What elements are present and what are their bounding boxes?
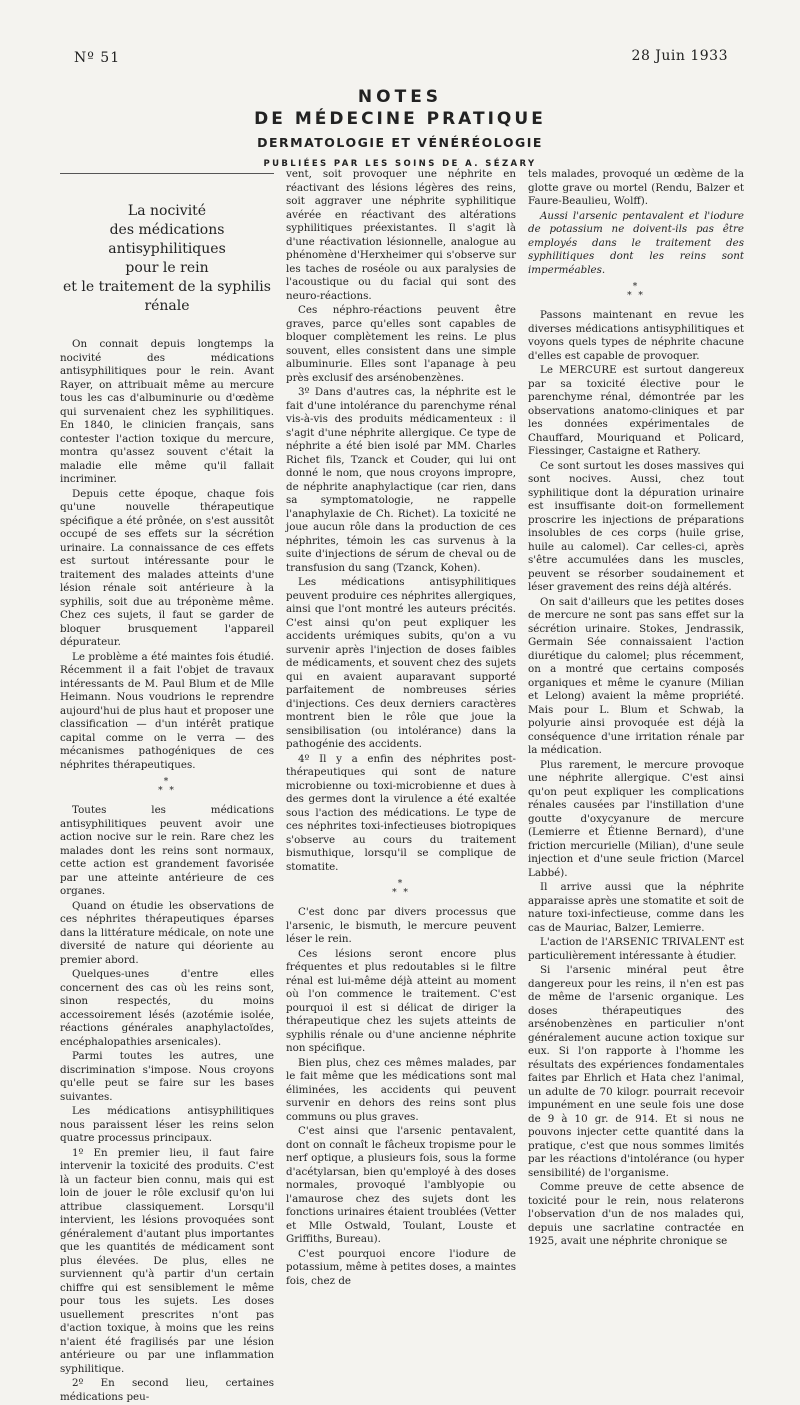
masthead-line-4: PUBLIÉES PAR LES SOINS DE A. SÉZARY <box>263 159 537 169</box>
paragraph: Les médications antisyphilitiques peuvent produire ces néphrites allergiques, ainsi que l'ont montré les auteurs précités. C'est ainsi qu'on peut expliquer les accidents urémiques subits, qu'on a vu survenir après l'injection de doses faibles de médicaments, et souvent chez des sujets qui en avaient auparavant supporté parfaitement de nombreuses séries d'injections. Ces deux derniers caractères montrent bien le rôle que joue la sensibilisation (ou intolérance) dans la pathogénie des accidents. <box>286 576 516 750</box>
paragraph: 2º En second lieu, certaines médications peu- <box>60 1377 274 1403</box>
paragraph: C'est donc par divers processus que l'arsenic, le bismuth, le mercure peuvent léser le rein. <box>286 906 516 945</box>
paragraph: tels malades, provoqué un œdème de la glotte grave ou mortel (Rendu, Balzer et Faure-Beaulieu, Wolff). <box>528 168 744 207</box>
paragraph: On connait depuis longtemps la nocivité des médications antisyphilitiques pour le rein. Avant Rayer, on attribuait même au mercure tous les cas d'albuminurie ou d'œdème qui survenaient chez les syphilitiques. En 1840, le clinicien français, sans contester l'action toxique du mercure, montra qu'assez souvent c'était la maladie elle même qu'il fallait incriminer. <box>60 338 274 485</box>
header-rule <box>60 173 274 174</box>
issue-date: 28 Juin 1933 <box>631 48 728 64</box>
paragraph: L'action de l'ARSENIC TRIVALENT est particulièrement intéressante à étudier. <box>528 936 744 962</box>
paragraph: Ces lésions seront encore plus fréquentes et plus redoutables si le filtre rénal est lui-même déjà atteint au moment où l'on commence le traitement. C'est pourquoi il est si délicat de diriger la thérapeutique chez les sujets atteints de syphilis rénale ou d'une ancienne néphrite non spécifique. <box>286 947 516 1054</box>
paragraph: Les médications antisyphilitiques nous paraissent léser les reins selon quatre processus principaux. <box>60 1105 274 1144</box>
paragraph: Toutes les médications antisyphilitiques peuvent avoir une action nocive sur le rein. Rare chez les malades dont les reins sont normaux, cette action est grandement favorisée par une atteinte antérieure de ces organes. <box>60 804 274 897</box>
paragraph: Bien plus, chez ces mêmes malades, par le fait même que les médications sont mal éliminées, les accidents qui peuvent survenir en dehors des reins sont plus communs ou plus graves. <box>286 1056 516 1123</box>
section-separator: * * * <box>158 777 176 796</box>
paragraph: 3º Dans d'autres cas, la néphrite est le fait d'une intolérance du parenchyme rénal vis-à-vis des produits médicamenteux : il s'agit d'une néphrite allergique. Ce type de néphrite a été bien isolé par MM. Charles Richet fils, Tzanck et Couder, qui lui ont donné le nom, que nous croyons impropre, de néphrite anaphylactique (car rien, dans sa symptomatologie, ne rappelle l'anaphylaxie de Ch. Richet). La toxicité ne joue aucun rôle dans la production de ces néphrites, témoin les cas survenus à la suite d'injections de sérum de cheval ou de transfusion du sang (Tzanck, Kohen). <box>286 386 516 574</box>
paragraph: Ces néphro-réactions peuvent être graves, parce qu'elles sont capables de bloquer complètement les reins. Le plus souvent, elles consistent dans une simple albuminurie. Elles sont l'apanage à peu près exclusif des arsénobenzènes. <box>286 304 516 384</box>
masthead <box>200 86 600 169</box>
article-title <box>60 202 274 316</box>
paragraph: C'est ainsi que l'arsenic pentavalent, dont on connaît le fâcheux tropisme pour le nerf optique, a plusieurs fois, sous la forme d'acétylarsan, bien qu'employé à des doses normales, provoqué l'amblyopie ou l'amaurose chez des sujets dont les fonctions urinaires étaient troublées (Vetter et Mlle Ostwald, Toulant, Louste et Griffiths, Bureau). <box>286 1125 516 1245</box>
paragraph: 1º En premier lieu, il faut faire intervenir la toxicité des produits. C'est là un facteur bien connu, mais qui est loin de jouer le rôle exclusif qu'on lui attribue classiquement. Lorsqu'il intervient, les lésions provoquées sont généralement d'autant plus importantes que les quantités de médicament sont plus élevées. De plus, elles ne surviennent qu'à partir d'un certain chiffre qui est sensiblement le même pour tous les sujets. Les doses usuellement prescrites n'ont pas d'action toxique, à moins que les reins n'aient été fragilisés par une lésion antérieure ou par une inflammation syphilitique. <box>60 1146 274 1375</box>
masthead-line-2: DE MÉDECINE PRATIQUE <box>254 109 546 129</box>
paragraph: Parmi toutes les autres, une discrimination s'impose. Nous croyons qu'elle peut se faire sur les bases suivantes. <box>60 1050 274 1103</box>
paragraph: Si l'arsenic minéral peut être dangereux pour les reins, il n'en est pas de même de l'arsenic organique. Les doses thérapeutiques des arsénobenzènes en particulier n'ont généralement aucune action toxique sur eux. Si l'on rapporte à l'homme les résultats des expériences fondamentales faites par Ehrlich et Hata chez l'animal, un adulte de 70 kilogr. pourrait recevoir impunément en une seule fois une dose de 9 à 10 gr. de 914. Et si nous ne pouvons injecter cette quantité dans la pratique, c'est que nous sommes limités par les réactions d'intolérance (ou hyper sensibilité) de l'organisme. <box>528 964 744 1179</box>
paragraph: Il arrive aussi que la néphrite apparaisse après une stomatite et soit de nature toxi-infectieuse, comme dans les cas de Mauriac, Balzer, Lemierre. <box>528 881 744 934</box>
paragraph: On sait d'ailleurs que les petites doses de mercure ne sont pas sans effet sur la sécrétion urinaire. Stokes, Jendrassik, Germain Sée connaissaient l'action diurétique du calomel; plus récemment, on a montré que certains composés organiques et même le cyanure (Milian et Lelong) avaient la même propriété. Mais pour L. Blum et Schwab, la polyurie ainsi provoquée est déjà la conséquence d'une irritation rénale par la médication. <box>528 595 744 756</box>
column-3 <box>528 168 744 1250</box>
column-2 <box>286 168 516 1289</box>
issue-number: Nº 51 <box>74 50 121 66</box>
italic-conclusion: Aussi l'arsenic pentavalent et l'iodure de potassium ne doivent-ils pas être employés dans le traitement des syphilitiques dont les reins sont imperméables. <box>528 209 744 276</box>
paragraph: Comme preuve de cette absence de toxicité pour le rein, nous relaterons l'observation d'un de nos malades qui, depuis une sacrlatine contractée en 1925, avait une néphrite chronique se <box>528 1181 744 1247</box>
paragraph: Le problème a été maintes fois étudié. Récemment il a fait l'objet de travaux intéressants de M. Paul Blum et de Mlle Heimann. Nous voudrions le reprendre aujourd'hui de plus haut et proposer une classification — d'un intérêt pratique capital comme on le verra — des mécanismes pathogéniques de ces néphrites thérapeutiques. <box>60 650 274 771</box>
paragraph: Depuis cette époque, chaque fois qu'une nouvelle thérapeutique spécifique a été prônée, on s'est aussitôt occupé de ses effets sur la sécrétion urinaire. La connaissance de ces effets est surtout intéressante pour le traitement des malades atteints d'une lésion rénale soit antérieure à la syphilis, soit due au tréponème même. Chez ces sujets, il faut se garder de bloquer brusquement l'appareil dépurateur. <box>60 487 274 648</box>
article-title-line: pour le rein <box>125 260 209 276</box>
paragraph: Quand on étudie les observations de ces néphrites thérapeutiques éparses dans la littérature médicale, on note une diversité de nature qui déoriente au premier abord. <box>60 899 274 966</box>
paragraph: vent, soit provoquer une néphrite en réactivant des lésions légères des reins, soit aggraver une néphrite syphilitique avérée en réactivant des altérations syphilitiques préexistantes. Il s'agit là d'une réactivation lésionnelle, analogue au phénomène d'Herxheimer qui s'observe sur les taches de roséole ou aux paralysies de l'acoustique ou du facial qui sont des neuro-réactions. <box>286 168 516 302</box>
paragraph: 4º Il y a enfin des néphrites post-thérapeutiques qui sont de nature microbienne ou toxi-microbienne et dues à des germes dont la virulence a été exaltée sous l'action des médications. Le type de ces néphrites toxi-infectieuses biotropiques s'observe au cours du traitement bismuthique, lorsqu'il se complique de stomatite. <box>286 752 516 873</box>
paragraph: Passons maintenant en revue les diverses médications antisyphilitiques et voyons quels types de néphrite chacune d'elles est capable de provoquer. <box>528 309 744 362</box>
article-title-line: des médications antisyphilitiques <box>108 222 226 257</box>
column-1 <box>60 176 274 1405</box>
masthead-line-3: DERMATOLOGIE ET VÉNÉRÉOLOGIE <box>257 135 543 150</box>
paragraph: C'est pourquoi encore l'iodure de potassium, même à petites doses, a maintes fois, chez de <box>286 1247 516 1287</box>
article-title-line: La nocivité <box>127 203 207 219</box>
paragraph: Le MERCURE est surtout dangereux par sa toxicité élective pour le parenchyme rénal, démontrée par les observations anatomo-cliniques et par les données expérimentales de Chauffard, Mouriquand et Policard, Fiessinger, Castaigne et Rathery. <box>528 364 744 457</box>
paragraph: Ce sont surtout les doses massives qui sont nocives. Aussi, chez tout syphilitique dont la dépuration urinaire est insuffisante doit-on formellement proscrire les injections de préparations insolubles de ces corps (huile grise, huile au calomel). Car celles-ci, après s'être accumulées dans les muscles, peuvent se résorber soudainement et léser gravement des reins déjà altérés. <box>528 459 744 593</box>
paragraph: Plus rarement, le mercure provoque une néphrite allergique. C'est ainsi qu'on peut expliquer les complications rénales causées par l'instillation d'une goutte d'oxycyanure de mercure (Lemierre et Étienne Bernard), d'une friction mercurielle (Milian), d'une seule injection et d'une seule friction (Marcel Labbé). <box>528 758 744 879</box>
section-separator: * * * <box>392 879 410 898</box>
paragraph: Quelques-unes d'entre elles concernent des cas où les reins sont, sinon respectés, du moins accessoirement lésés (azotémie isolée, réactions générales anaphylactoïdes, encéphalopathies arsenicales). <box>60 968 274 1048</box>
article-title-line: et le traitement de la syphilis rénale <box>63 279 271 314</box>
section-separator: * * * <box>627 282 645 301</box>
masthead-line-1: NOTES <box>357 87 443 107</box>
